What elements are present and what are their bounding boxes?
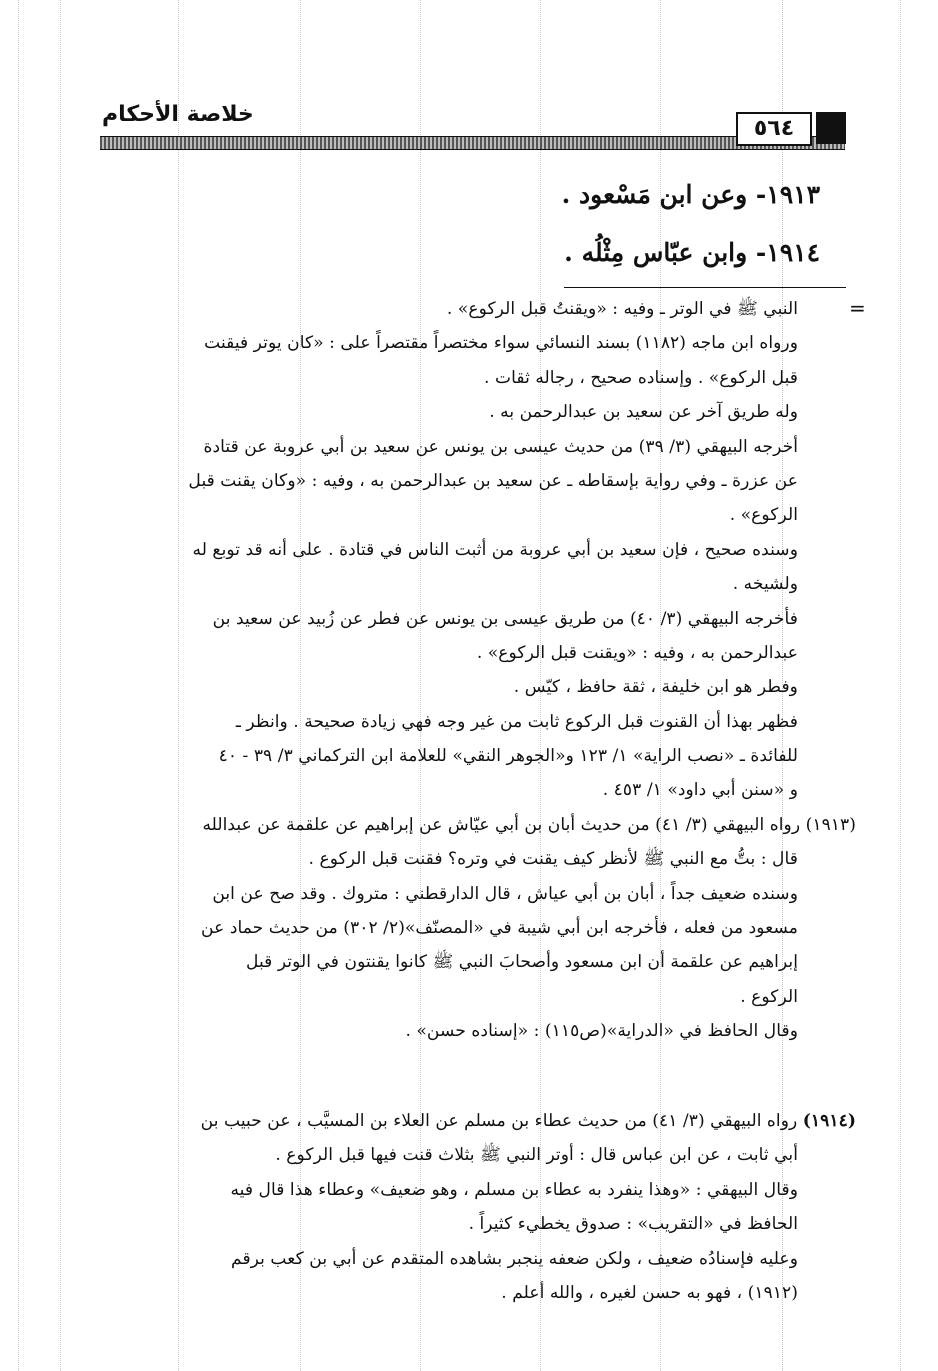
scan-guide-line bbox=[900, 0, 901, 1371]
footnote-line: إبراهيم عن علقمة أن ابن مسعود وأصحابَ النبي ﷺ كانوا يقنتون في الوتر قبل bbox=[245, 952, 798, 973]
continuation-mark: = bbox=[849, 296, 866, 320]
footnote-line: قبل الركوع» . وإسناده صحيح ، رجاله ثقات . bbox=[484, 367, 798, 388]
footnote-line: قال : بتُّ مع النبي ﷺ لأنظر كيف يقنت في وتره؟ فقنت قبل الركوع . bbox=[308, 849, 798, 870]
running-title: خلاصة الأحكام bbox=[102, 102, 254, 127]
footnote-separator bbox=[564, 287, 846, 288]
footnote-1914 bbox=[106, 1104, 856, 1310]
hadith-1913: ١٩١٣- وعن ابن مَسْعود . bbox=[561, 180, 820, 209]
footnote-line: (١٩١٢) ، فهو به حسن لغيره ، والله أعلم . bbox=[501, 1282, 798, 1303]
header-rule bbox=[100, 136, 845, 150]
footnote-line: أبي ثابت ، عن ابن عباس قال : أوتر النبي ﷺ بثلاث قنت فيها قبل الركوع . bbox=[275, 1145, 798, 1166]
footnote-line: وسنده صحيح ، فإن سعيد بن أبي عروبة من أثبت الناس في قتادة . على أنه قد توبع له bbox=[192, 539, 798, 560]
footnote-number: (١٩١٤) bbox=[802, 1111, 856, 1131]
footnote-line: النبي ﷺ في الوتر ـ وفيه : «ويقنتُ قبل الركوع» . bbox=[446, 299, 798, 319]
footnote-line: عن عزرة ـ وفي رواية بإسقاطه ـ عن سعيد بن عبدالرحمن به ، وفيه : «وكان يقنت قبل bbox=[188, 470, 798, 491]
footnote-line: وقال البيهقي : «وهذا ينفرد به عطاء بن مسلم ، وهو ضعيف» وعطاء هذا قال فيه bbox=[230, 1179, 798, 1200]
footnote-line: ولشيخه . bbox=[732, 574, 798, 595]
footnote-text: رواه البيهقي (٣/ ٤١) من حديث عطاء بن مسلم عن العلاء بن المسيَّب ، عن حبيب بن bbox=[200, 1111, 798, 1131]
footnote-line: وقال الحافظ في «الدراية»(ص١١٥) : «إسناده حسن» . bbox=[405, 1021, 798, 1042]
footnote-number: (١٩١٣) bbox=[805, 814, 856, 835]
footnote-line: فظهر بهذا أن القنوت قبل الركوع ثابت من غير وجه فهي زيادة صحيحة . وانظر ـ bbox=[235, 711, 798, 732]
footnote-line bbox=[106, 808, 856, 842]
hadith-1914: ١٩١٤- وابن عبّاس مِثْلُه . bbox=[564, 238, 820, 267]
footnote-continued bbox=[106, 292, 856, 1049]
footnote-line: مسعود من فعله ، فأخرجه ابن أبي شيبة في «المصنّف»(٢/ ٣٠٢) من حديث حماد عن bbox=[201, 918, 798, 939]
footnote-line: عبدالرحمن به ، وفيه : «ويقنت قبل الركوع» . bbox=[476, 642, 798, 663]
footnote-line: ورواه ابن ماجه (١١٨٢) بسند النسائي سواء مختصراً مقتصراً على : «كان يوتر فيقنت bbox=[204, 333, 798, 354]
footnote-line: وله طريق آخر عن سعيد بن عبدالرحمن به . bbox=[489, 402, 798, 423]
footnote-line: و «سنن أبي داود» ١/ ٤٥٣ . bbox=[602, 780, 798, 801]
footnote-line: أخرجه البيهقي (٣/ ٣٩) من حديث عيسى بن يونس عن سعيد بن أبي عروبة عن قتادة bbox=[203, 436, 798, 457]
footnote-line: الركوع . bbox=[740, 986, 798, 1007]
footnote-line: وعليه فإسنادُه ضعيف ، ولكن ضعفه ينجبر بشاهده المتقدم عن أبي بن كعب برقم bbox=[231, 1248, 798, 1269]
footnote-line: فأخرجه البيهقي (٣/ ٤٠) من طريق عيسى بن يونس عن فطر عن زُبيد عن سعيد بن bbox=[212, 608, 798, 629]
footnote-line: وسنده ضعيف جداً ، أبان بن أبي عياش ، قال الدارقطني : متروك . وقد صح عن ابن bbox=[212, 883, 798, 904]
header-corner-block bbox=[816, 112, 846, 144]
scan-guide-line bbox=[60, 0, 61, 1371]
footnote-text: رواه البيهقي (٣/ ٤١) من حديث أبان بن أبي عيّاش عن إبراهيم عن علقمة عن عبدالله bbox=[202, 814, 801, 835]
footnote-line: الحافظ في «التقريب» : صدوق يخطيء كثيراً . bbox=[468, 1214, 798, 1235]
footnote-line: للفائدة ـ «نصب الراية» ١/ ١٢٣ و«الجوهر النقي» للعلامة ابن التركماني ٣/ ٣٩ - ٤٠ bbox=[218, 746, 798, 767]
footnote-line bbox=[106, 1104, 856, 1138]
page-header bbox=[100, 96, 845, 152]
footnote-line: وفطر هو ابن خليفة ، ثقة حافظ ، كيّس . bbox=[513, 677, 798, 698]
page-number: ٥٦٤ bbox=[736, 112, 812, 146]
footnote-line: الركوع» . bbox=[729, 505, 798, 526]
scan-guide-line bbox=[18, 0, 19, 1371]
